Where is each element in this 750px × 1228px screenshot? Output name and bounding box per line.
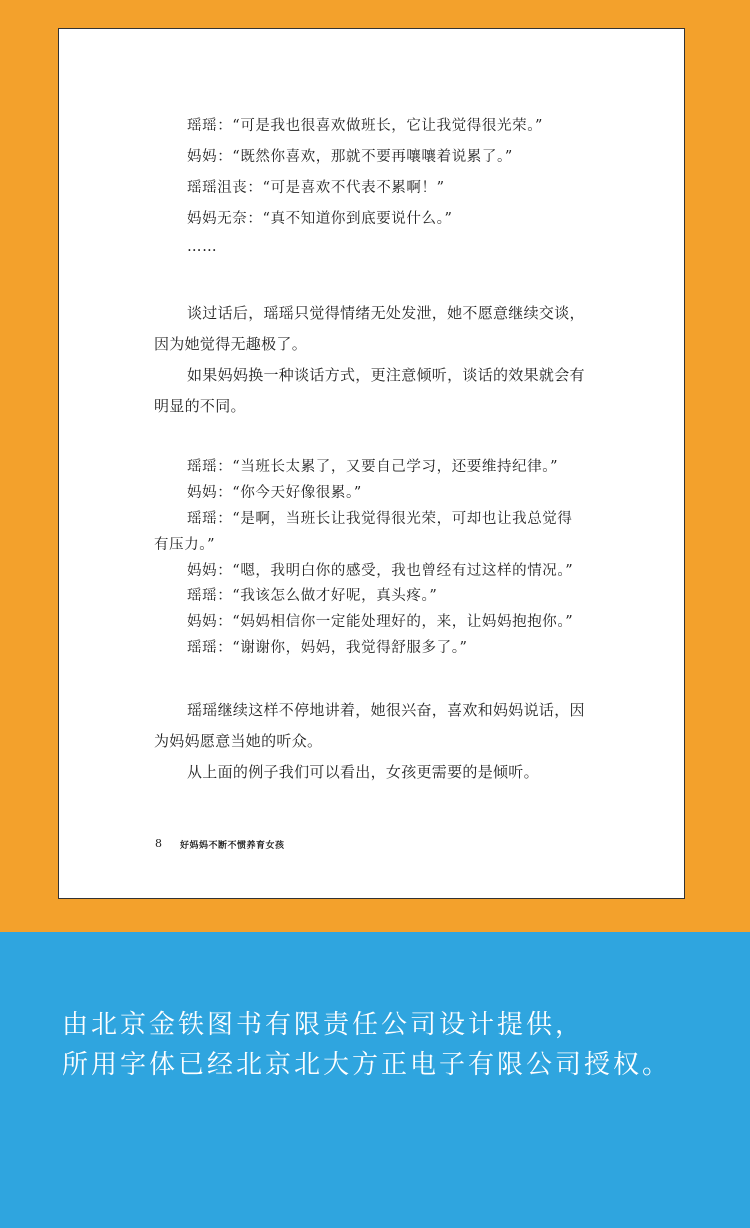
dialog-line: 瑶瑶：“我该怎么做才好呢，真头疼。” bbox=[187, 588, 438, 604]
dialog-line: 瑶瑶：“可是我也很喜欢做班长，它让我觉得很光荣。” bbox=[187, 118, 544, 134]
paragraph-line: 因为她觉得无趣极了。 bbox=[154, 335, 308, 353]
paragraph-line: 谈过话后，瑶瑶只觉得情绪无处发泄，她不愿意继续交谈， bbox=[187, 304, 585, 322]
dialog-line: 妈妈无奈：“真不知道你到底要说什么。” bbox=[187, 211, 453, 227]
dialog-line: 瑶瑶沮丧：“可是喜欢不代表不累啊！” bbox=[187, 180, 445, 196]
credit-line-1: 由北京金铁图书有限责任公司设计提供， bbox=[62, 1010, 585, 1040]
paragraph-line: 明显的不同。 bbox=[154, 397, 246, 415]
paragraph-line: 从上面的例子我们可以看出，女孩更需要的是倾听。 bbox=[187, 763, 539, 781]
dialog-line: 妈妈：“你今天好像很累。” bbox=[187, 485, 362, 501]
book-page bbox=[58, 28, 685, 899]
dialog-line: 有压力。” bbox=[154, 537, 216, 553]
paragraph-line: 为妈妈愿意当她的听众。 bbox=[154, 732, 323, 750]
ellipsis: …… bbox=[187, 239, 218, 255]
paragraph-line: 瑶瑶继续这样不停地讲着，她很兴奋，喜欢和妈妈说话，因 bbox=[187, 701, 585, 719]
dialog-line: 妈妈：“嗯，我明白你的感受，我也曾经有过这样的情况。” bbox=[187, 563, 574, 579]
dialog-line: 瑶瑶：“当班长太累了，又要自己学习，还要维持纪律。” bbox=[187, 459, 559, 475]
paragraph-line: 如果妈妈换一种谈话方式，更注意倾听，谈话的效果就会有 bbox=[187, 366, 585, 384]
dialog-line: 瑶瑶：“谢谢你，妈妈，我觉得舒服多了。” bbox=[187, 640, 468, 656]
running-footer-title: 好妈妈不断不惯养育女孩 bbox=[180, 841, 285, 851]
page-number: 8 bbox=[155, 837, 162, 850]
dialog-line: 瑶瑶：“是啊，当班长让我觉得很光荣，可却也让我总觉得 bbox=[187, 511, 573, 527]
dialog-line: 妈妈：“既然你喜欢，那就不要再嚷嚷着说累了。” bbox=[187, 149, 513, 165]
credit-line-2: 所用字体已经北京北大方正电子有限公司授权。 bbox=[62, 1050, 672, 1080]
dialog-line: 妈妈：“妈妈相信你一定能处理好的，来，让妈妈抱抱你。” bbox=[187, 614, 574, 630]
